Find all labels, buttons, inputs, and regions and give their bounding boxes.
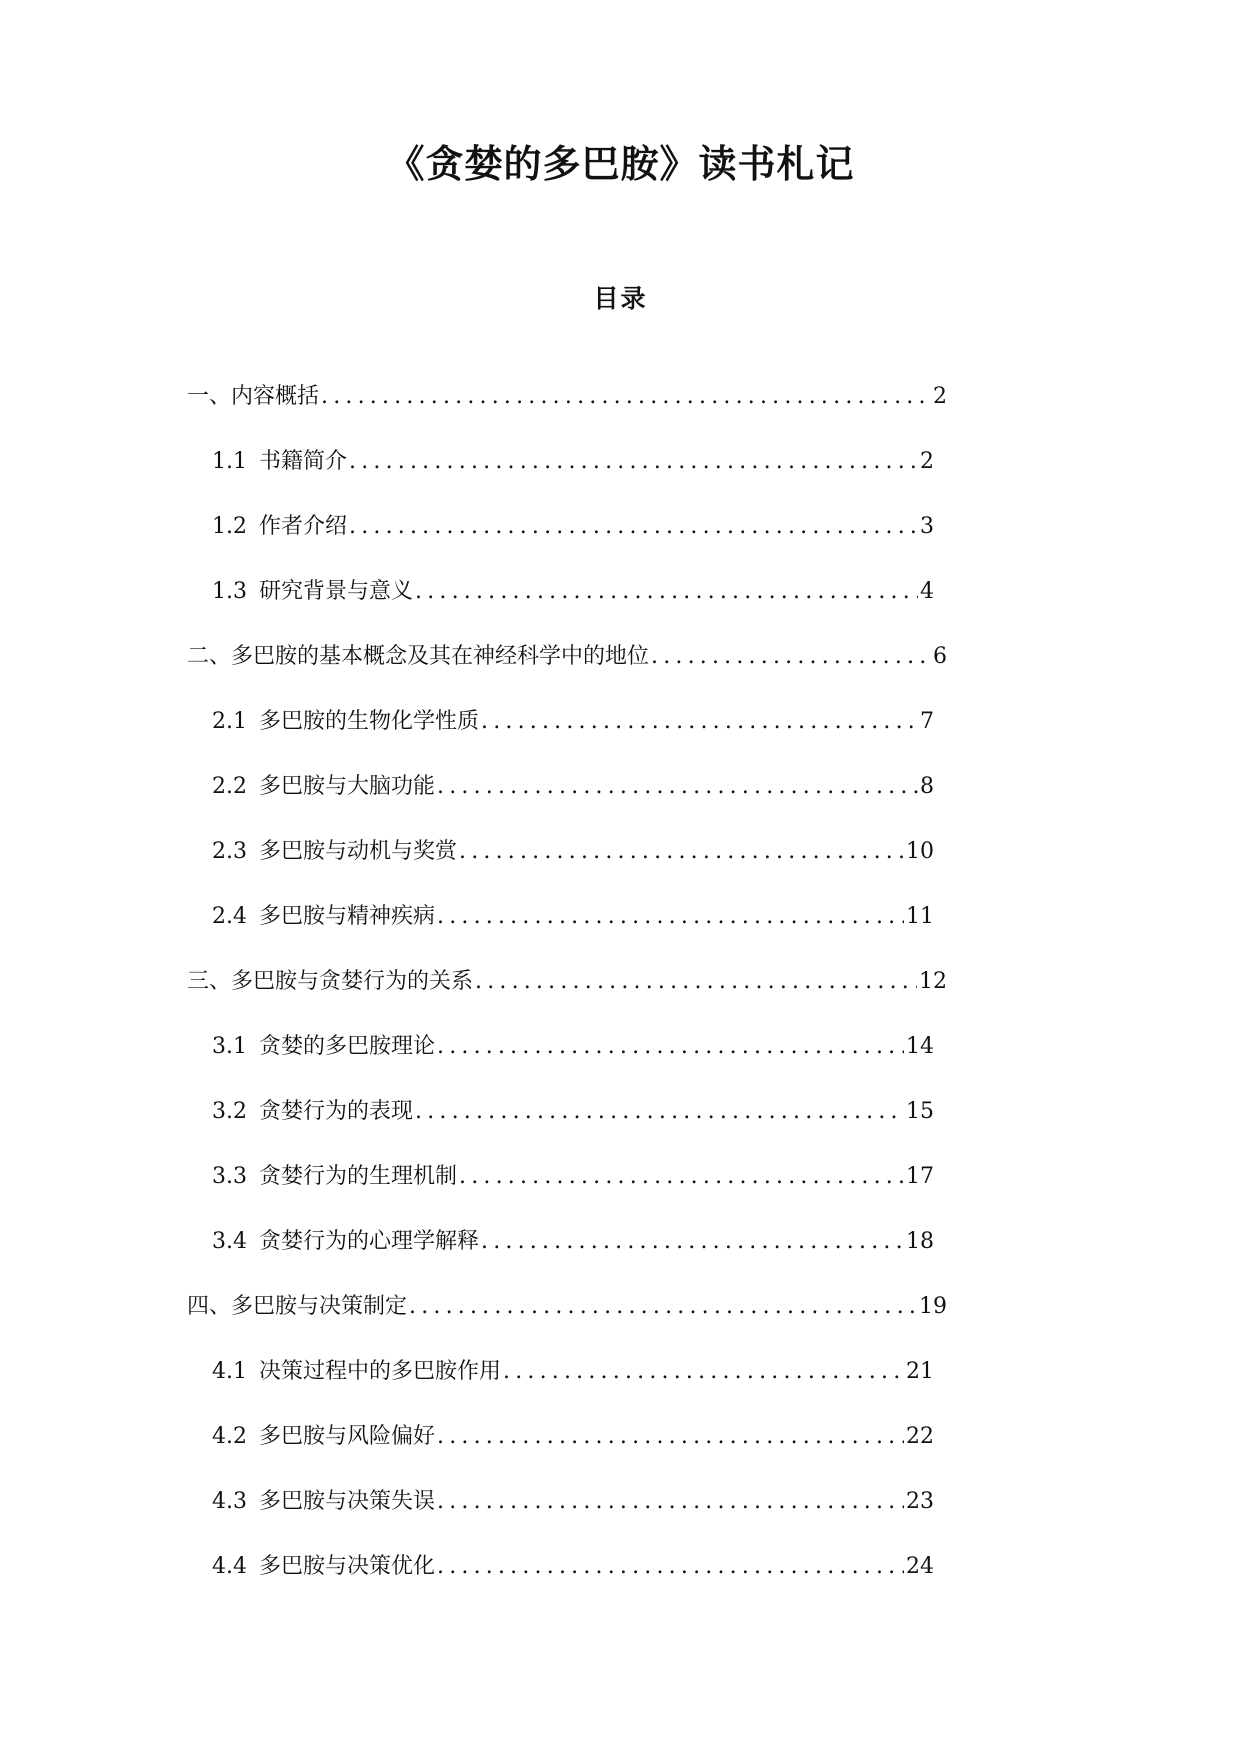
toc-dot-leader xyxy=(481,1227,904,1257)
toc-entry[interactable] xyxy=(212,707,934,772)
toc-dot-leader xyxy=(459,1162,904,1192)
toc-dot-leader xyxy=(437,772,918,802)
toc-entry-number: 3.4 xyxy=(212,1229,247,1254)
toc-entry-number: 4.3 xyxy=(212,1489,247,1514)
toc-dot-leader xyxy=(437,1422,904,1452)
toc-dot-leader xyxy=(415,577,918,607)
toc-entry-page-number: 4 xyxy=(920,579,934,604)
toc-entry-number: 2.1 xyxy=(212,709,247,734)
toc-entry[interactable] xyxy=(212,1552,934,1617)
toc-entry-page-number: 2 xyxy=(933,384,947,409)
toc-entry-page-number: 8 xyxy=(920,774,934,799)
toc-entry-number: 2.2 xyxy=(212,774,247,799)
toc-entry-number: 3.2 xyxy=(212,1099,247,1124)
toc-entry-number: 1.3 xyxy=(212,579,247,604)
toc-entry-label: 多巴胺与大脑功能 xyxy=(259,774,436,799)
toc-entry[interactable] xyxy=(187,967,947,1032)
toc-entry-label: 贪婪的多巴胺理论 xyxy=(259,1034,436,1059)
toc-dot-leader xyxy=(437,902,904,932)
toc-entry[interactable] xyxy=(212,1422,934,1487)
toc-dot-leader xyxy=(349,512,918,542)
toc-entry-label: 决策过程中的多巴胺作用 xyxy=(259,1359,502,1384)
toc-entry-label: 一、内容概括 xyxy=(187,384,320,409)
toc-entry-page-number: 15 xyxy=(906,1099,934,1124)
toc-entry-page-number: 23 xyxy=(906,1489,934,1514)
toc-entry[interactable] xyxy=(212,1227,934,1292)
toc-entry[interactable] xyxy=(212,512,934,577)
toc-entry-page-number: 12 xyxy=(919,969,947,994)
toc-entry-number: 3.3 xyxy=(212,1164,247,1189)
toc-entry-label: 研究背景与意义 xyxy=(259,579,414,604)
toc-entry[interactable] xyxy=(212,447,934,512)
toc-entry-number: 3.1 xyxy=(212,1034,247,1059)
toc-dot-leader xyxy=(481,707,918,737)
toc-dot-leader xyxy=(409,1292,917,1322)
toc-dot-leader xyxy=(503,1357,904,1387)
toc-entry[interactable] xyxy=(187,382,947,447)
toc-entry-label: 二、多巴胺的基本概念及其在神经科学中的地位 xyxy=(187,644,650,669)
toc-entry-page-number: 14 xyxy=(906,1034,934,1059)
toc-heading: 目录 xyxy=(593,284,648,313)
toc-dot-leader xyxy=(437,1552,904,1582)
toc-entry-page-number: 6 xyxy=(933,644,947,669)
toc-entry-page-number: 22 xyxy=(906,1424,934,1449)
toc-entry-label: 多巴胺与精神疾病 xyxy=(259,904,436,929)
toc-entry-label: 三、多巴胺与贪婪行为的关系 xyxy=(187,969,474,994)
toc-entry-page-number: 11 xyxy=(906,904,934,929)
toc-entry-label: 多巴胺与决策优化 xyxy=(259,1554,436,1579)
toc-entry-page-number: 3 xyxy=(920,514,934,539)
toc-entry-label: 多巴胺与决策失误 xyxy=(259,1489,436,1514)
toc-entry-page-number: 2 xyxy=(920,449,934,474)
toc-entry-number: 2.3 xyxy=(212,839,247,864)
toc-entry-label: 贪婪行为的表现 xyxy=(259,1099,414,1124)
toc-entry[interactable] xyxy=(212,577,934,642)
toc-entry-number: 2.4 xyxy=(212,904,247,929)
toc-dot-leader xyxy=(349,447,918,477)
toc-entry-label: 作者介绍 xyxy=(259,514,348,539)
toc-dot-leader xyxy=(321,382,931,412)
toc-dot-leader xyxy=(475,967,917,997)
toc-entry[interactable] xyxy=(212,1097,934,1162)
toc-entry[interactable] xyxy=(212,837,934,902)
toc-entry-page-number: 17 xyxy=(906,1164,934,1189)
toc-dot-leader xyxy=(437,1487,904,1517)
toc-entry-page-number: 10 xyxy=(906,839,934,864)
toc-entry-page-number: 21 xyxy=(906,1359,934,1384)
toc-entry[interactable] xyxy=(187,1292,947,1357)
toc-entry[interactable] xyxy=(212,902,934,967)
toc-entry[interactable] xyxy=(212,1162,934,1227)
toc-entry-page-number: 7 xyxy=(920,709,934,734)
toc-entry-label: 贪婪行为的心理学解释 xyxy=(259,1229,480,1254)
toc-entry[interactable] xyxy=(212,1357,934,1422)
toc-entry[interactable] xyxy=(212,1032,934,1097)
toc-entry[interactable] xyxy=(212,1487,934,1552)
toc-entry-number: 4.4 xyxy=(212,1554,247,1579)
toc-entry-page-number: 18 xyxy=(906,1229,934,1254)
table-of-contents xyxy=(0,382,1241,1617)
toc-entry-page-number: 24 xyxy=(906,1554,934,1579)
toc-entry[interactable] xyxy=(187,642,947,707)
toc-entry[interactable] xyxy=(212,772,934,837)
document-title: 《贪婪的多巴胺》读书札记 xyxy=(386,142,855,186)
toc-entry-number: 1.2 xyxy=(212,514,247,539)
toc-entry-label: 多巴胺与风险偏好 xyxy=(259,1424,436,1449)
toc-entry-page-number: 19 xyxy=(919,1294,947,1319)
toc-entry-label: 贪婪行为的生理机制 xyxy=(259,1164,458,1189)
toc-dot-leader xyxy=(459,837,904,867)
toc-entry-number: 4.2 xyxy=(212,1424,247,1449)
toc-dot-leader xyxy=(415,1097,904,1127)
toc-entry-number: 1.1 xyxy=(212,449,247,474)
toc-entry-label: 书籍简介 xyxy=(259,449,348,474)
toc-entry-number: 4.1 xyxy=(212,1359,247,1384)
toc-entry-label: 四、多巴胺与决策制定 xyxy=(187,1294,408,1319)
toc-dot-leader xyxy=(437,1032,904,1062)
toc-dot-leader xyxy=(651,642,931,672)
toc-entry-label: 多巴胺与动机与奖赏 xyxy=(259,839,458,864)
toc-entry-label: 多巴胺的生物化学性质 xyxy=(259,709,480,734)
